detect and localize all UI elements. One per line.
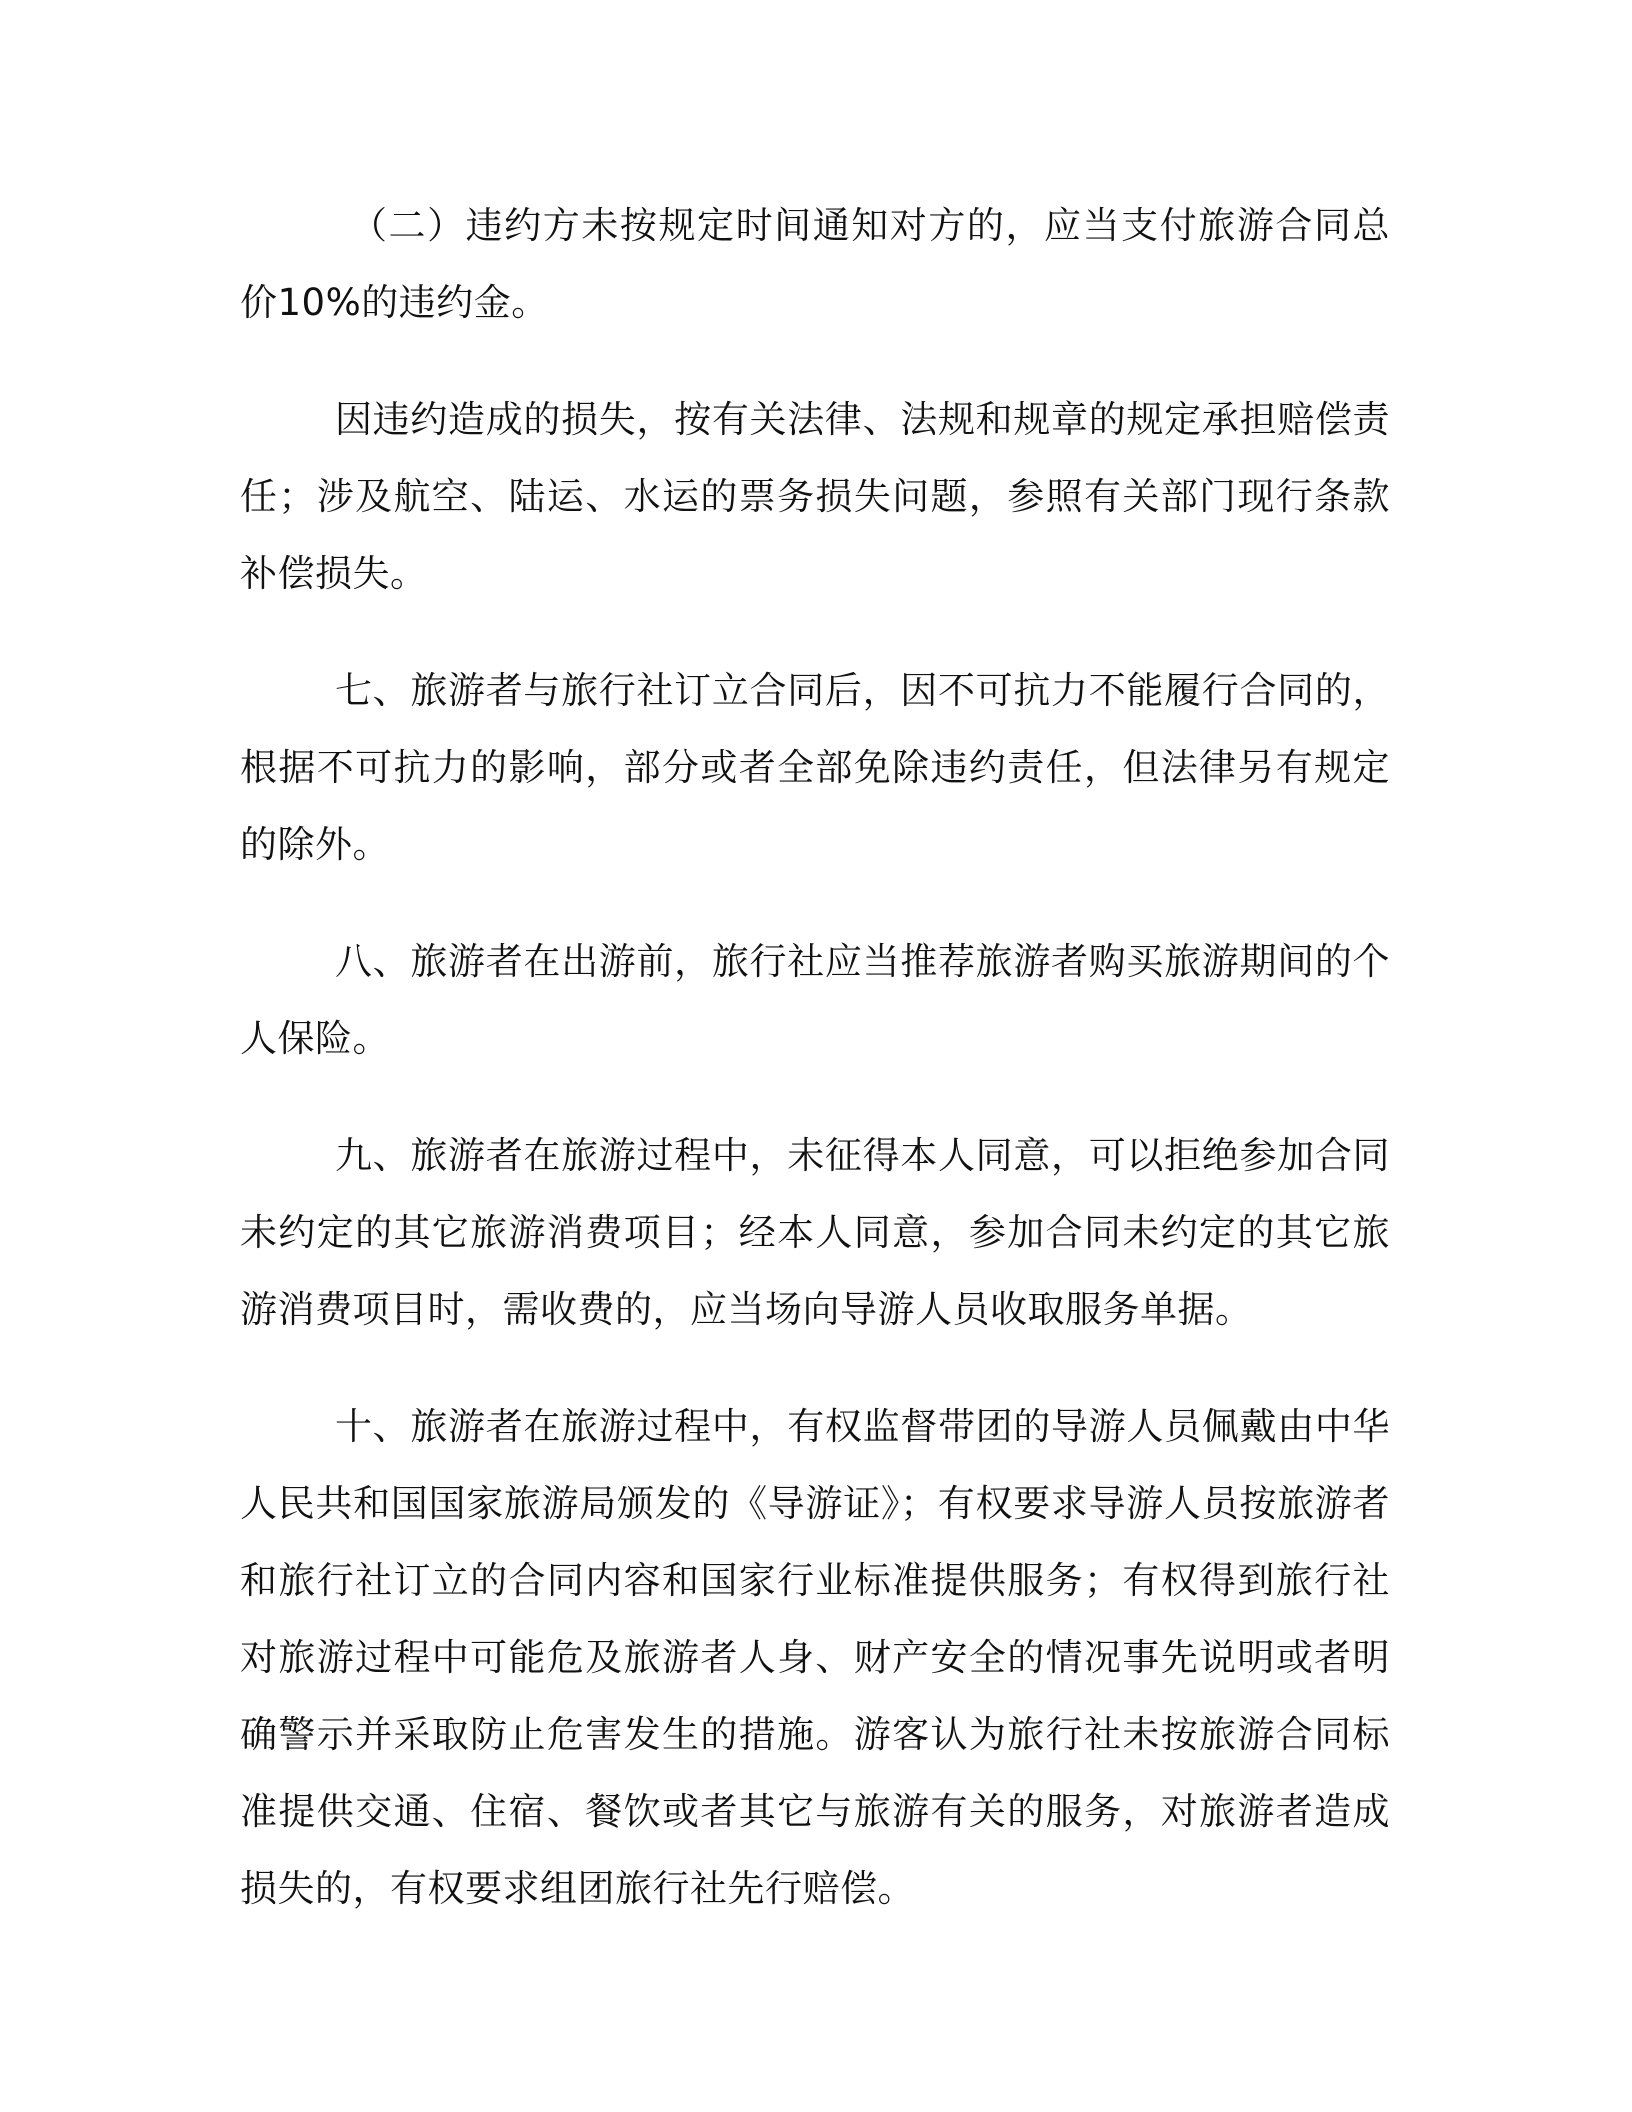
paragraph-loss-compensation: 因违约造成的损失，按有关法律、法规和规章的规定承担赔偿责任；涉及航空、陆运、水运的票务损失问题，参照有关部门现行条款补偿损失。 (240, 398, 1390, 595)
paragraph-tourist-rights: 十、旅游者在旅游过程中，有权监督带团的导游人员佩戴由中华人民共和国国家旅游局颁发的《导游证》；有权要求导游人员按旅游者和旅行社订立的合同内容和国家行业标准提供服务；有权得到旅行社对旅游过程中可能危及旅游者人身、财产安全的情况事先说明或者明确警示并采取防止危害发生的措施。游客认为旅行社未按旅游合同标准提供交通、住宿、餐饮或者其它与旅游有关的服务，对旅游者造成损失的，有权要求组团旅行社先行赔偿。 (240, 1405, 1390, 1910)
paragraph-insurance: 八、旅游者在出游前，旅行社应当推荐旅游者购买旅游期间的个人保险。 (240, 940, 1390, 1060)
paragraph-extra-items: 九、旅游者在旅游过程中，未征得本人同意，可以拒绝参加合同未约定的其它旅游消费项目；经本人同意，参加合同未约定的其它旅游消费项目时，需收费的，应当场向导游人员收取服务单据。 (240, 1134, 1390, 1331)
document-body (240, 187, 1390, 1967)
paragraph-breach-notice: （二）违约方未按规定时间通知对方的，应当支付旅游合同总价10%的违约金。 (240, 204, 1390, 324)
paragraph-force-majeure: 七、旅游者与旅行社订立合同后，因不可抗力不能履行合同的，根据不可抗力的影响，部分或者全部免除违约责任，但法律另有规定的除外。 (240, 669, 1390, 866)
